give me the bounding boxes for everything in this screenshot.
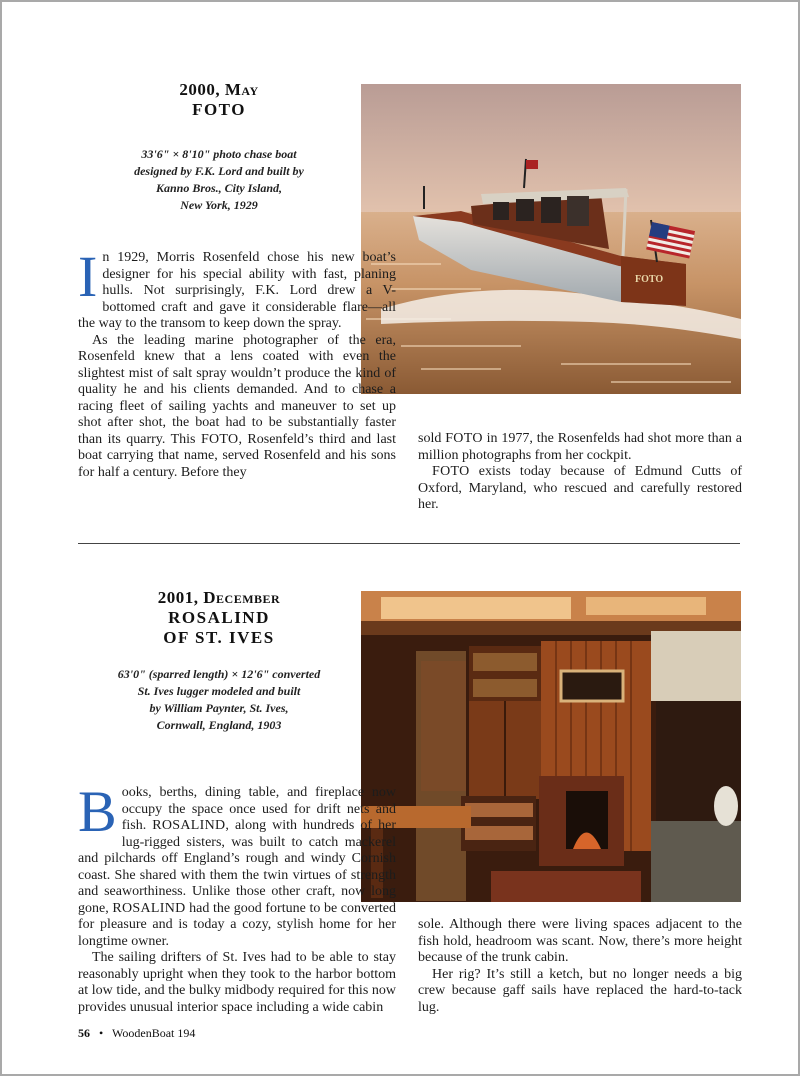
dropcap-b: B [78, 779, 117, 844]
dropcap-i: I [78, 244, 98, 309]
spec-line: designed by F.K. Lord and built by [134, 164, 304, 178]
footer-bullet: • [99, 1026, 104, 1040]
transom-name: FOTO [635, 274, 664, 285]
spec-line: St. Ives lugger modeled and built [137, 684, 301, 698]
article1-paragraph: FOTO exists today because of Edmund Cutts of Oxford, Maryland, who rescued and carefully restored her. [418, 464, 742, 512]
article1-paragraph: sold FOTO in 1977, the Rosenfelds had shot more than a million photographs from her cockpit. [418, 431, 742, 463]
article2-title-line2: OF ST. IVES [163, 628, 275, 647]
spec-line: Cornwall, England, 1903 [156, 718, 282, 732]
article2-paragraph: Books, berths, dining table, and fireplace now occupy the space once used for drift nets and fish. ROSALIND, along with hundreds of her lug-rigged sisters, was built to catch mackerel and pilchards off England’s rough and windy Cornish coast. She shared with them the twin virtues of strength and seaworthiness. Unlike those other craft, now long gone, ROSALIND had the good fortune to be converted for pleasure and is today a cozy, stylish home for her longtime owner. [78, 779, 397, 949]
article1-title: FOTO [192, 100, 246, 119]
article2-spec [86, 666, 352, 734]
article1-column-left [78, 244, 396, 481]
page-footer [78, 1026, 195, 1041]
article2-column-left [78, 779, 397, 1016]
foto-boat-illustration [361, 84, 741, 394]
article2-date: 2001, December [157, 588, 281, 607]
spec-line: 33'6" × 8'10" photo chase boat [141, 147, 297, 161]
article1-headline [112, 80, 326, 120]
article1-column-right [418, 431, 742, 514]
page-number: 56 [78, 1026, 90, 1040]
article1-paragraph: As the leading marine photographer of the era, Rosenfeld knew that a lens coated with even the slightest mist of salt spray wouldn’t produce the kind of quality he and his clients demanded. And to chase a racing fleet of sailing yachts and maneuver to set up shot after shot, the boat had to be substantially faster than its quarry. This FOTO, Rosenfeld’s third and last boat carrying that name, served Rosenfeld and his sons for half a century. Before they [78, 332, 396, 480]
spec-line: Kanno Bros., City Island, [155, 181, 283, 195]
article2-column-right [418, 917, 742, 1016]
spec-line: New York, 1929 [180, 198, 258, 212]
article1-date: 2000, May [179, 80, 259, 99]
article2-paragraph: The sailing drifters of St. Ives had to be able to stay reasonably upright when they took to the harbor bottom at low tide, and the bulky midbody required for this now provides unusual interior space including a wide cabin [78, 950, 396, 1015]
rosalind-cabin-photo [361, 591, 741, 902]
article2-title-line1: ROSALIND [168, 608, 270, 627]
article2-paragraph: sole. Although there were living spaces adjacent to the fish hold, headroom was scant. Now, there’s more height because of the trunk cabin. [418, 917, 742, 965]
foto-boat-photo [361, 84, 741, 394]
section-divider [78, 543, 740, 544]
article1-paragraph: In 1929, Morris Rosenfeld chose his new boat’s designer for his special ability with fast, planing hulls. Not surprisingly, F.K. Lord drew a V-bottomed craft and gave it considerable flare—all the way to the transom to keep down the spray. [78, 244, 396, 331]
spec-line: by William Paynter, St. Ives, [149, 701, 289, 715]
rosalind-cabin-illustration [361, 591, 741, 902]
article1-spec [100, 146, 338, 214]
spec-line: 63'0" (sparred length) × 12'6" converted [117, 667, 321, 681]
magazine-issue: WoodenBoat 194 [112, 1026, 196, 1040]
article2-headline [100, 588, 338, 648]
article2-paragraph: Her rig? It’s still a ketch, but no longer needs a big crew because gaff sails have replaced the hard-to-tack lug. [418, 966, 742, 1015]
